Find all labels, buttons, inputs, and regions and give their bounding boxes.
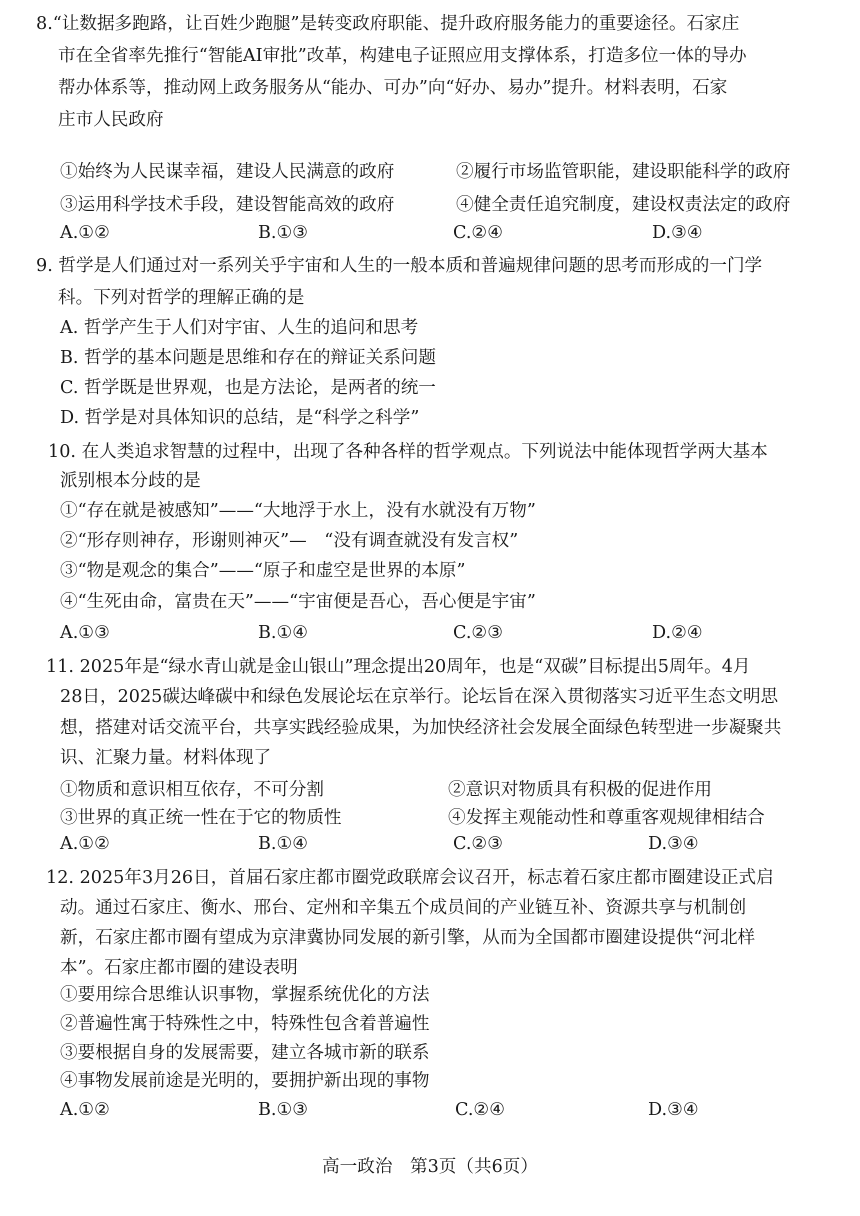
page-footer: 高一政治 第3页（共6页） [322,1157,538,1177]
question-8-choice-c[interactable]: C.②④ [453,223,503,243]
question-10-choice-c[interactable]: C.②③ [453,623,503,643]
question-8-stem-line: 8.“让数据多跑路，让百姓少跑腿”是转变政府职能、提升政府服务能力的重要途径。石家庄 [36,14,740,34]
question-12-stem-line: 12. 2025年3月26日，首届石家庄都市圈党政联席会议召开，标志着石家庄都市圈建设正式启 [46,868,774,888]
question-11-stem-line: 11. 2025年是“绿水青山就是金山银山”理念提出20周年，也是“双碳”目标提出5周年。4月 [46,657,751,677]
question-10-choice-d[interactable]: D.②④ [652,623,703,643]
question-9-stem-line: 9. 哲学是人们通过对一系列关乎宇宙和人生的一般本质和普遍规律问题的思考而形成的一门学 [36,256,763,276]
question-11-stem-line: 想，搭建对话交流平台，共享实践经验成果，为加快经济社会发展全面绿色转型进一步凝聚共 [60,718,782,738]
question-12-choice-a[interactable]: A.①② [60,1100,110,1120]
question-10-stem-line: 派别根本分歧的是 [60,471,201,491]
question-12-choice-b[interactable]: B.①③ [258,1100,309,1120]
question-9-option-a[interactable]: A. 哲学产生于人们对宇宙、人生的追问和思考 [60,318,419,338]
question-10-choice-a[interactable]: A.①③ [60,623,110,643]
question-9-stem-line: 科。下列对哲学的理解正确的是 [58,288,305,308]
question-11-statement-2: ②意识对物质具有积极的促进作用 [448,780,712,800]
question-8-statement-4: ④健全责任追究制度，建设权责法定的政府 [456,195,791,215]
question-8-statement-2: ②履行市场监管职能，建设职能科学的政府 [456,162,791,182]
question-8-stem-line: 市在全省率先推行“智能AI审批”改革，构建电子证照应用支撑体系，打造多位一体的导办 [58,46,747,66]
question-8-choice-a[interactable]: A.①② [60,223,110,243]
question-10-statement-3: ③“物是观念的集合”——“原子和虚空是世界的本原” [60,561,466,581]
question-12-choice-c[interactable]: C.②④ [455,1100,505,1120]
question-11-stem-line: 识、汇聚力量。材料体现了 [60,748,272,768]
question-11-choice-b[interactable]: B.①④ [258,834,309,854]
question-11-statement-1: ①物质和意识相互依存，不可分割 [60,780,324,800]
question-12-statement-1: ①要用综合思维认识事物，掌握系统优化的方法 [60,985,430,1005]
question-11-choice-a[interactable]: A.①② [60,834,110,854]
question-11-statement-4: ④发挥主观能动性和尊重客观规律相结合 [448,808,765,828]
question-12-stem-line: 本”。石家庄都市圈的建设表明 [60,958,298,978]
question-11-stem-line: 28日，2025碳达峰碳中和绿色发展论坛在京举行。论坛旨在深入贯彻落实习近平生态文明思 [60,687,779,707]
question-12-stem-line: 新，石家庄都市圈有望成为京津冀协同发展的新引擎，从而为全国都市圈建设提供“河北样 [60,928,756,948]
question-10-stem-line: 10. 在人类追求智慧的过程中，出现了各种各样的哲学观点。下列说法中能体现哲学两大基本 [48,442,768,462]
question-12-statement-4: ④事物发展前途是光明的，要拥护新出现的事物 [60,1071,430,1091]
question-11-choice-d[interactable]: D.③④ [648,834,699,854]
question-8-stem-line: 庄市人民政府 [58,110,164,130]
question-10-choice-b[interactable]: B.①④ [258,623,309,643]
question-11-statement-3: ③世界的真正统一性在于它的物质性 [60,808,342,828]
question-12-stem-line: 动。通过石家庄、衡水、邢台、定州和辛集五个成员间的产业链互补、资源共享与机制创 [60,898,747,918]
question-8-statement-3: ③运用科学技术手段，建设智能高效的政府 [60,195,395,215]
question-8-stem-line: 帮办体系等，推动网上政务服务从“能办、可办”向“好办、易办”提升。材料表明，石家 [58,78,728,98]
question-12-statement-2: ②普遍性寓于特殊性之中，特殊性包含着普遍性 [60,1014,430,1034]
question-12-statement-3: ③要根据自身的发展需要，建立各城市新的联系 [60,1043,430,1063]
question-9-option-c[interactable]: C. 哲学既是世界观，也是方法论，是两者的统一 [60,378,436,398]
question-10-statement-4: ④“生死由命，富贵在天”——“宇宙便是吾心，吾心便是宇宙” [60,592,536,612]
question-10-statement-2: ②“形存则神存，形谢则神灭”— “没有调查就没有发言权” [60,531,519,551]
question-11-choice-c[interactable]: C.②③ [453,834,503,854]
question-8-statement-1: ①始终为人民谋幸福，建设人民满意的政府 [60,162,395,182]
question-8-choice-b[interactable]: B.①③ [258,223,309,243]
question-12-choice-d[interactable]: D.③④ [648,1100,699,1120]
question-8-choice-d[interactable]: D.③④ [652,223,703,243]
question-10-statement-1: ①“存在就是被感知”——“大地浮于水上，没有水就没有万物” [60,501,536,521]
question-9-option-d[interactable]: D. 哲学是对具体知识的总结，是“科学之科学” [60,408,420,428]
question-9-option-b[interactable]: B. 哲学的基本问题是思维和存在的辩证关系问题 [60,348,436,368]
